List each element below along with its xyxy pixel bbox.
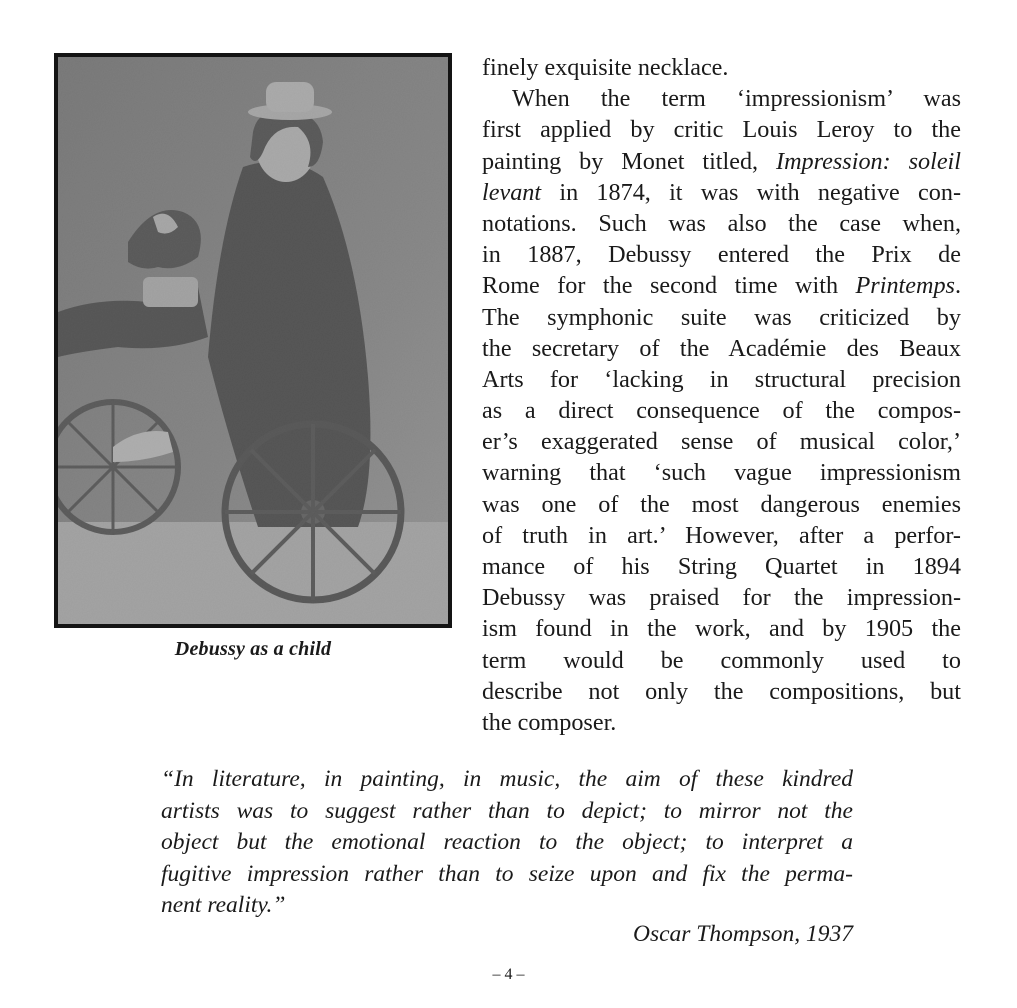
body-line: first applied by critic Louis Leroy to the bbox=[482, 116, 961, 144]
body-line: as a direct consequence of the compos- bbox=[482, 397, 961, 425]
body-line: Debussy was praised for the impression- bbox=[482, 584, 961, 612]
quote-line: nent reality.” bbox=[161, 892, 286, 918]
body-line: in 1887, Debussy entered the Prix de bbox=[482, 241, 961, 269]
body-text-span: . bbox=[954, 272, 962, 300]
quote-line: fugitive impression rather than to seize upon and fix the perma- bbox=[161, 860, 853, 887]
body-line: the secretary of the Académie des Beaux bbox=[482, 334, 961, 362]
body-line: er’s exaggerated sense of musical color,’ bbox=[482, 428, 961, 456]
body-line: Arts for ‘lacking in structural precision bbox=[482, 365, 961, 393]
body-line: of truth in art.’ However, after a perfor- bbox=[482, 521, 961, 549]
body-line: was one of the most dangerous enemies bbox=[482, 490, 961, 518]
body-line: warning that ‘such vague impressionism bbox=[482, 459, 961, 487]
body-line: ism found in the work, and by 1905 the bbox=[482, 615, 961, 643]
quote-line: “In literature, in painting, in music, the aim of these kindred bbox=[161, 766, 853, 792]
body-line: mance of his String Quartet in 1894 bbox=[482, 553, 961, 580]
quote-line: artists was to suggest rather than to depict; to mirror not the bbox=[161, 797, 853, 824]
photo-debussy-as-child bbox=[54, 53, 452, 628]
work-title-printemps: Printemps bbox=[855, 272, 955, 300]
body-text bbox=[482, 52, 961, 738]
body-line: finely exquisite necklace. bbox=[482, 54, 729, 81]
artwork-title-levant: levant bbox=[482, 178, 542, 206]
body-text-span: in 1874, it was with negative con- bbox=[559, 178, 962, 206]
body-line bbox=[482, 146, 961, 177]
body-line: the composer. bbox=[482, 708, 617, 736]
body-line: describe not only the compositions, but bbox=[482, 677, 961, 705]
body-line: The symphonic suite was criticized by bbox=[482, 303, 961, 331]
body-text-span: Rome for the second time with bbox=[482, 272, 839, 300]
quote-line: object but the emotional reaction to the object; to interpret a bbox=[161, 829, 853, 855]
body-line: notations. Such was also the case when, bbox=[482, 209, 961, 237]
photo-caption: Debussy as a child bbox=[174, 638, 332, 660]
body-line: When the term ‘impressionism’ was bbox=[512, 85, 961, 113]
photo-image-icon bbox=[58, 57, 448, 624]
page-number: – 4 – bbox=[492, 966, 525, 983]
block-quote bbox=[161, 764, 853, 922]
artwork-title-impression-soleil: Impression: soleil bbox=[776, 147, 962, 175]
body-line bbox=[482, 177, 961, 208]
body-text-span: painting by Monet titled, bbox=[482, 147, 759, 175]
body-line bbox=[482, 270, 961, 301]
quote-attribution: Oscar Thompson, 1937 bbox=[632, 921, 853, 947]
body-line: term would be commonly used to bbox=[482, 646, 961, 674]
